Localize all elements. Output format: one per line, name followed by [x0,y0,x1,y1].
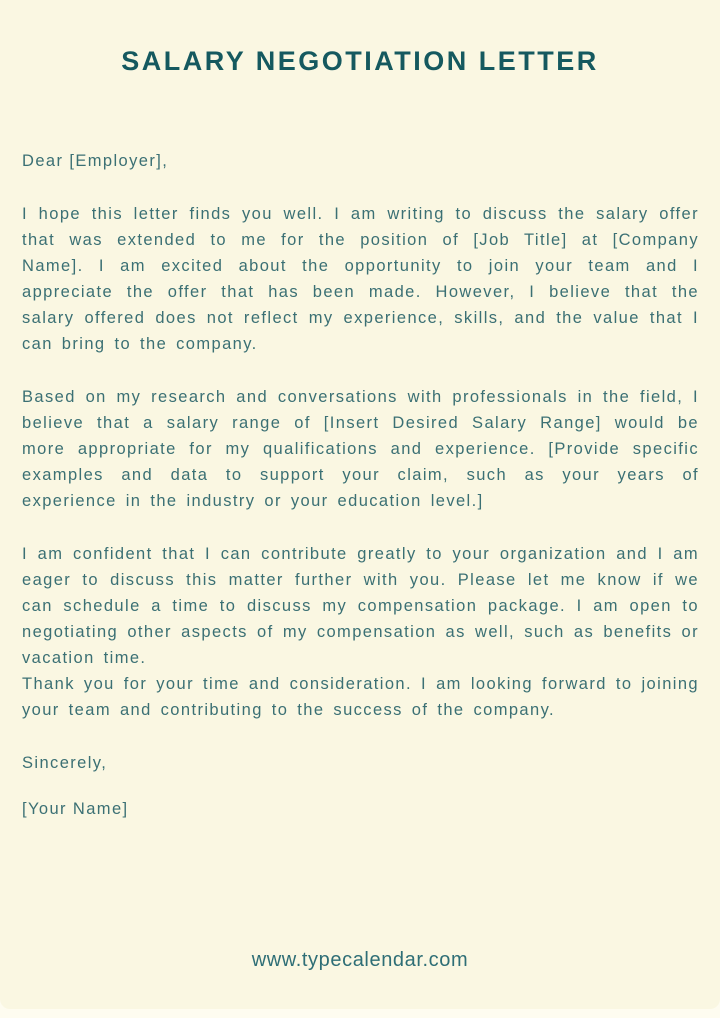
closing: Sincerely, [22,754,108,772]
salutation: Dear [Employer], [22,152,169,170]
letter-body [22,148,699,822]
page-title: SALARY NEGOTIATION LETTER [121,46,599,76]
signature-placeholder: [Your Name] [22,800,129,818]
paragraph-contribution: I am confident that I can contribute greatly to your organization and I am eager to discuss this matter further with you. Please let me know if we can schedule a time to discuss my compensation package. I am open to negotiating other aspects of my compensation as well, such as benefits or vacation time. [22,545,699,667]
paragraph-thank-you: Thank you for your time and consideration. I am looking forward to joining your team and contributing to the success of the company. [22,675,699,719]
paragraph-salary-research: Based on my research and conversations with professionals in the field, I believe that a salary range of [Insert Desired Salary Range] would be more appropriate for my qualifications and experience. [Provide specific examples and data to support your claim, such as your years of experience in the industry or your education level.] [22,388,699,510]
paragraph-offer-discussion: I hope this letter finds you well. I am writing to discuss the salary offer that was extended to me for the position of [Job Title] at [Company Name]. I am excited about the opportunity to join your team and I appreciate the offer that has been made. However, I believe that the salary offered does not reflect my experience, skills, and the value that I can bring to the company. [22,205,699,353]
footer-website-url: www.typecalendar.com [251,949,469,971]
